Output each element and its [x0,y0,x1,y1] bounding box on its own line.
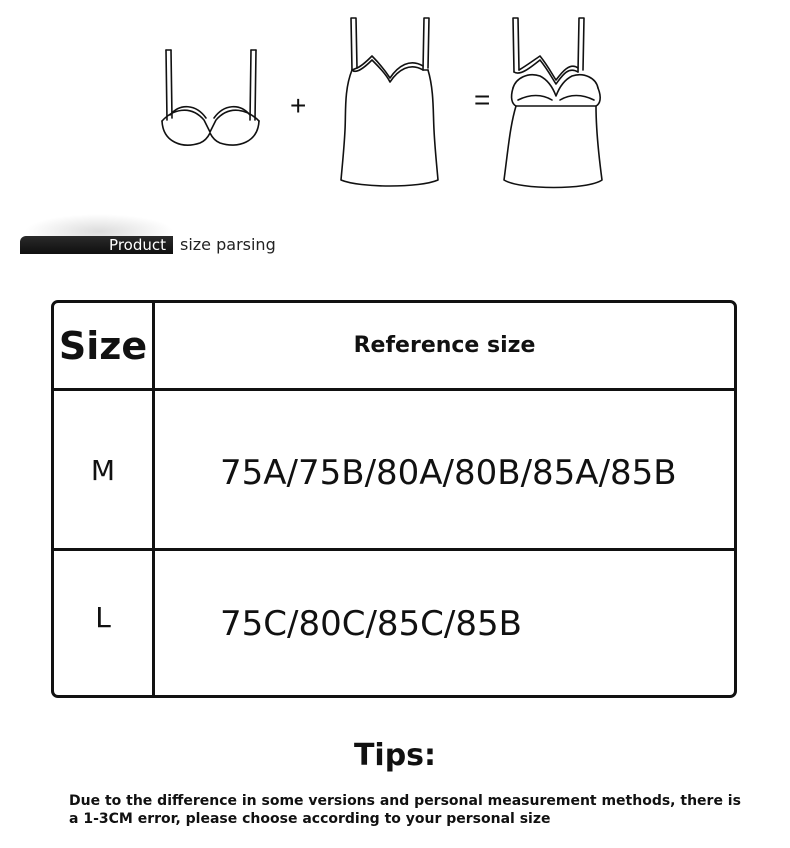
camisole-icon [341,18,438,186]
tips-text: Due to the difference in some versions and personal measurement methods, there is a 1-3CM error, please choose according to your personal size [69,793,741,827]
size-table [51,300,737,698]
banner-subtitle: size parsing [180,235,276,254]
tips-title: Tips: [353,738,437,773]
banner-label: Product [109,236,166,254]
equals-sign: = [474,84,491,115]
bra-icon [162,50,259,145]
plus-sign: + [290,90,307,121]
table-row-size [54,391,152,548]
table-row-reference [220,551,734,695]
table-row-reference [220,391,734,548]
product-illustration [0,0,790,200]
banner-decoration [24,214,174,236]
size-cell: L [95,601,111,634]
table-row-size [54,551,152,695]
illustration-svg [0,0,790,200]
reference-cell: 75A/75B/80A/80B/85A/85B [220,453,677,493]
bra-camisole-icon [504,18,602,188]
product-banner [20,214,180,254]
reference-cell: 75C/80C/85C/85B [220,604,522,644]
header-size: Size [58,323,148,368]
size-cell: M [90,454,116,487]
header-reference-size: Reference size [353,333,536,358]
